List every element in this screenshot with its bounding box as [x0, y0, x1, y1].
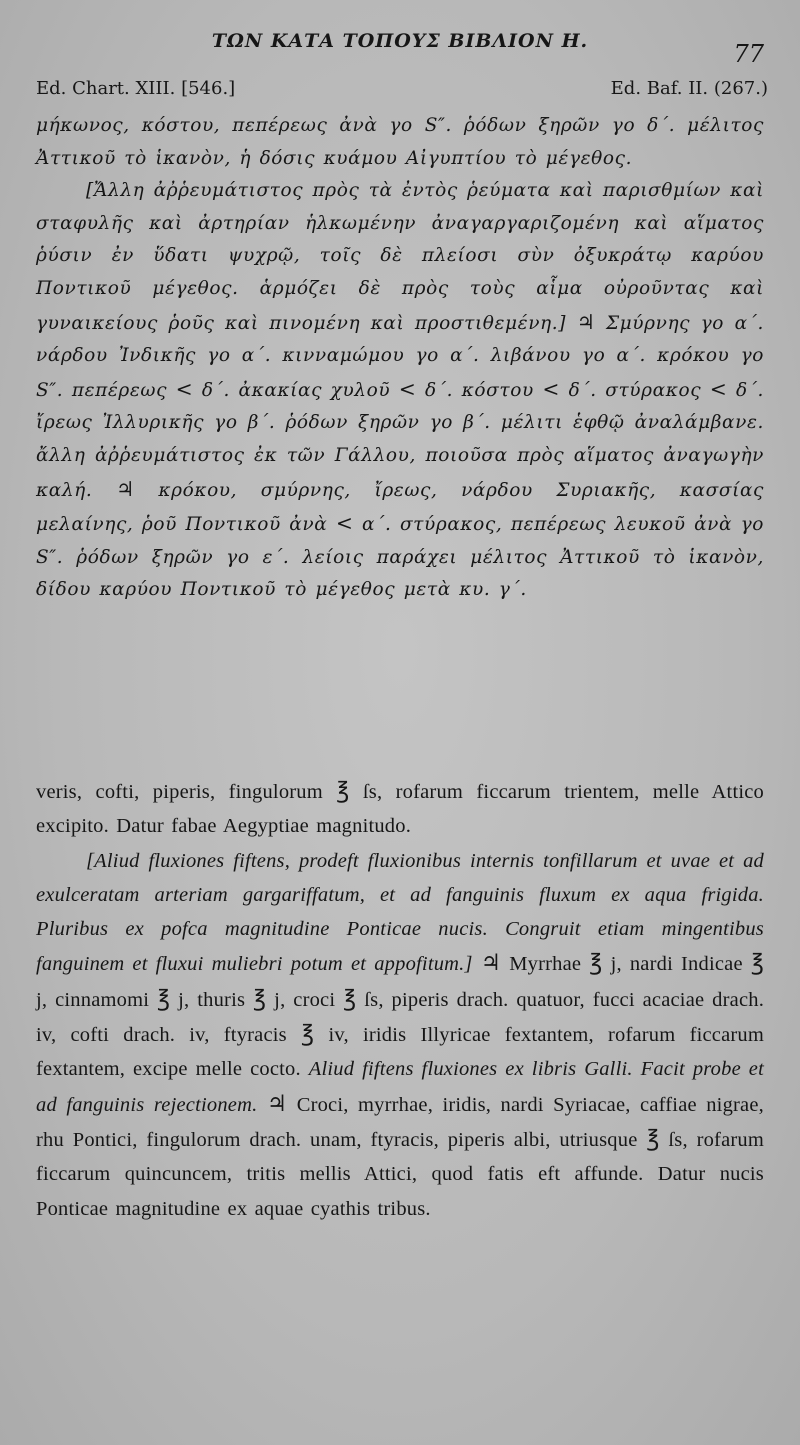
- drachma-symbol: <: [335, 511, 354, 536]
- latin-text: iv, iridis Illyricae fextantem, rofarum ficcarum fextantem, excipe melle cocto.: [36, 1024, 765, 1081]
- latin-text: veris, cofti, piperis, fingulorum: [36, 781, 323, 803]
- recipe-symbol: ♃: [480, 950, 502, 976]
- ounce-symbol: ℥: [301, 1021, 315, 1047]
- greek-text-block: [36, 110, 764, 607]
- latin-text: ſs, piperis drach. quatuor, fucci acaciae drach. iv, cofti drach. iv, ftyracis: [36, 988, 765, 1047]
- latin-paragraph-1: [36, 774, 764, 844]
- greek-recipe-text: κρόκου, σμύρνης, ἴρεως, νάρδου Συριακῆς, κασσίας μελαίνης, ῥοῦ Ποντικοῦ ἀνὰ: [36, 479, 765, 536]
- greek-recipe-text: δ΄. στύρακος: [568, 379, 702, 401]
- edition-basel: Ed. Baf. II. (267.): [610, 78, 768, 99]
- ounce-symbol: ℥: [589, 950, 603, 976]
- semis-symbol: ſs: [668, 1128, 683, 1151]
- recipe-symbol: ♃: [266, 1090, 288, 1116]
- greek-paragraph-2: [36, 175, 764, 607]
- latin-text: j, thuris: [178, 988, 246, 1011]
- ounce-symbol: ℥: [343, 985, 357, 1011]
- ounce-symbol: ℥: [253, 985, 267, 1011]
- semis-symbol: ſs: [362, 781, 377, 803]
- running-title: ΤΩΝ ΚΑΤΑ ΤΟΠΟΥΣ ΒΙΒΛΙΟΝ Η.: [211, 30, 589, 52]
- latin-text-block: [36, 774, 764, 1226]
- ounce-symbol: ℥: [336, 778, 350, 803]
- greek-recipe-text: δ΄. κόστου: [425, 379, 534, 401]
- drachma-symbol: <: [398, 376, 417, 401]
- edition-line: [36, 78, 768, 99]
- greek-recipe-text: δ΄. ἴρεως Ἰλλυρικῆς γο β΄. ῥόδων ξηρῶν γο β΄. μέλιτι ἑφθῷ ἀναλάμβανε. ἄλλη ἀῤῥευμάτιστος ἐκ τῶν Γάλλου, ποιοῦσα πρὸς αἵματος ἀναγωγὴν καλή.: [36, 379, 765, 501]
- latin-paragraph-2: [36, 844, 764, 1226]
- greek-paragraph-1: μήκωνος, κόστου, πεπέρεως ἀνὰ γο S″. ῥόδων ξηρῶν γο δ΄. μέλιτος Ἀττικοῦ τὸ ἱκανὸν, ἡ δόσις κυάμου Αἰγυπτίου τὸ μέγεθος.: [36, 115, 764, 169]
- page-number: 77: [733, 40, 764, 68]
- latin-text: , rofarum ficcarum quincuncem, tritis mellis Attici, quod fatis eft affunde. Datur nucis Ponticae magnitudine ex aquae cyathis tribus.: [36, 1128, 764, 1220]
- latin-text: j, nardi Indicae: [610, 953, 743, 976]
- ounce-symbol: ℥: [750, 950, 765, 976]
- edition-chartier: Ed. Chart. XIII. [546.]: [36, 78, 236, 99]
- drachma-symbol: <: [709, 376, 728, 401]
- ounce-symbol: ℥: [157, 985, 171, 1011]
- greek-recipe-text: α΄. στύρακος, πεπέρεως λευκοῦ ἀνὰ γο S″. ῥόδων ξηρῶν γο ε΄. λείοις παράχει μέλιτος Ἀττικοῦ τὸ ἱκανὸν, δίδου καρύου Ποντικοῦ τὸ μέγεθος μετὰ κυ. γ΄.: [36, 514, 765, 601]
- recipe-symbol: ♃: [115, 476, 135, 501]
- latin-text: Myrrhae: [509, 953, 582, 976]
- greek-recipe-text: δ΄. ἀκακίας χυλοῦ: [201, 379, 391, 401]
- latin-text: j, cinnamomi: [36, 988, 150, 1011]
- drachma-symbol: <: [175, 376, 194, 401]
- greek-recipe-text: Σμύρνης γο α΄. νάρδου Ἰνδικῆς γο α΄. κινναμώμου γο α΄. λιβάνου γο α΄. κρόκου γο S″. πεπέρεως: [36, 312, 764, 401]
- latin-italic-text: Aliud fiftens fluxiones ex libris Galli. Facit probe et ad fanguinis rejectionem.: [36, 1058, 765, 1116]
- ounce-symbol: ℥: [646, 1125, 660, 1151]
- latin-text: j, croci: [274, 988, 336, 1011]
- drachma-symbol: <: [542, 376, 561, 401]
- latin-italic-text: [Aliud fluxiones fiftens, prodeft fluxionibus internis tonfillarum et uvae et ad exulceratam arteriam gargariffatum, et ad fanguinis fluxum ex aqua frigida. Pluribus ex pofca magnitudine Ponticae nucis. Congruit etiam mingentibus fanguinem et fluxui muliebri potum et appofitum.]: [36, 849, 764, 976]
- recipe-symbol: ♃: [576, 309, 596, 334]
- latin-text: , rofarum ficcarum trientem, melle Attico excipito. Datur fabae Aegyptiae magnitudo.: [36, 781, 764, 838]
- greek-recipe-intro: [Ἄλλη ἀῤῥευμάτιστος πρὸς τὰ ἐντὸς ῥεύματα καὶ παρισθμίων καὶ σταφυλῆς καὶ ἀρτηρίαν ἡλκωμένην ἀναγαργαριζομένη καὶ αἵματος ῥύσιν ἐν ὕδατι ψυχρῷ, τοῖς δὲ πλείοσι σὺν ὀξυκράτῳ καρύου Ποντικοῦ μέγεθος. ἁρμόζει δὲ πρὸς τοὺς αἷμα οὐροῦντας καὶ γυναικείους ῥοῦς καὶ πινομένη καὶ προστιθεμένη.]: [36, 180, 764, 334]
- latin-text: Croci, myrrhae, iridis, nardi Syriacae, caffiae nigrae, rhu Pontici, fingulorum drach. unam, ftyracis, piperis albi, utriusque: [36, 1093, 764, 1151]
